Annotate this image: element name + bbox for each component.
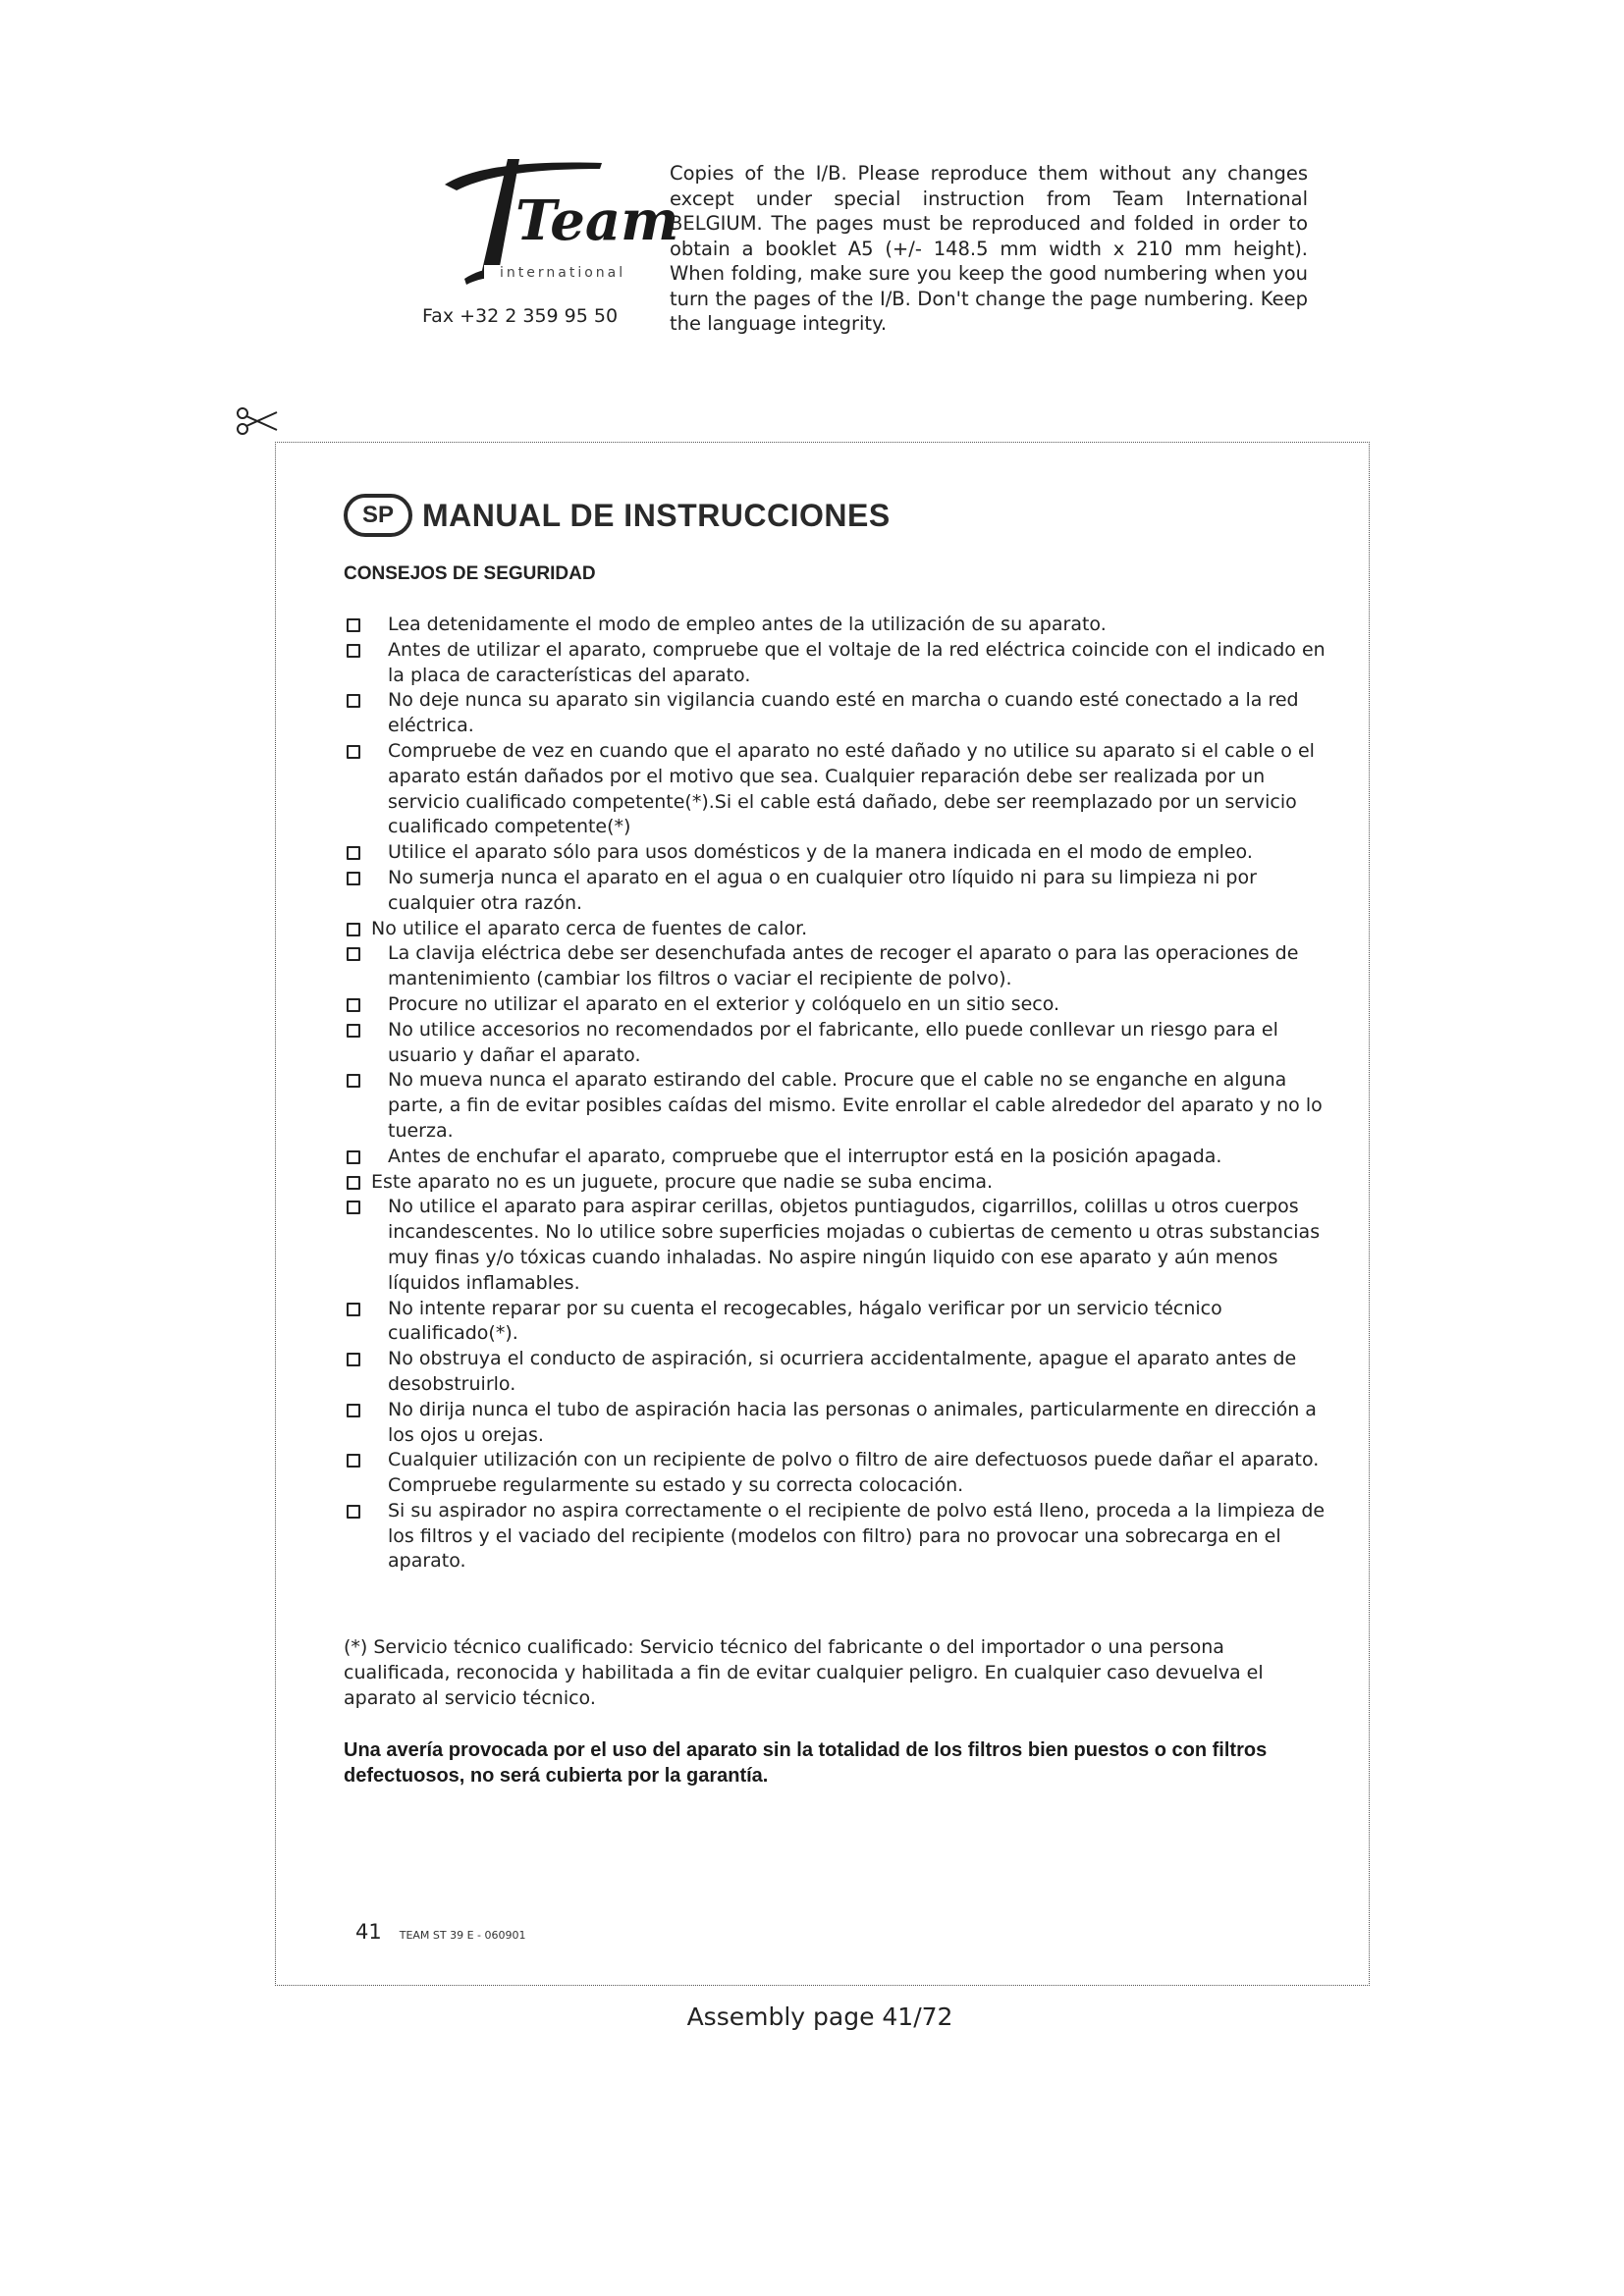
list-item — [344, 1195, 1335, 1296]
checkbox-bullet-icon — [347, 1024, 360, 1038]
list-item-text: No intente reparar por su cuenta el recogecables, hágalo verificar por un servicio técnico cualificado(*). — [388, 1297, 1222, 1345]
checkbox-bullet-icon — [347, 644, 360, 658]
fax-number: Fax +32 2 359 95 50 — [422, 305, 619, 327]
list-item — [344, 1068, 1335, 1144]
list-item — [344, 1398, 1335, 1449]
team-logo — [417, 157, 679, 304]
list-item-text: No obstruya el conducto de aspiración, si ocurriera accidentalmente, apague el aparato antes de desobstruirlo. — [388, 1348, 1297, 1395]
list-item-text: Utilice el aparato sólo para usos domésticos y de la manera indicada en el modo de empleo. — [388, 841, 1253, 864]
team-logo-graphic — [417, 157, 679, 304]
checkbox-bullet-icon — [347, 1303, 360, 1316]
list-item-text: Procure no utilizar el aparato en el exterior y colóquelo en un sitio seco. — [388, 992, 1060, 1015]
list-item — [344, 1499, 1335, 1575]
list-item — [344, 840, 1335, 866]
checkbox-bullet-icon — [347, 618, 360, 632]
checkbox-bullet-icon — [347, 872, 360, 885]
list-item-text: Lea detenidamente el modo de empleo antes de la utilización de su aparato. — [388, 614, 1107, 635]
service-footnote: (*) Servicio técnico cualificado: Servicio técnico del fabricante o del importador o una persona cualificada, reconocida y habilitada a fin de evitar cualquier peligro. En cualquier caso devuelva el aparato al servicio técnico. — [344, 1636, 1264, 1709]
checkbox-bullet-icon — [347, 947, 360, 961]
list-item — [344, 992, 1335, 1018]
list-item — [344, 613, 1335, 638]
checkbox-bullet-icon — [347, 1074, 360, 1088]
list-item-text: No dirija nunca el tubo de aspiración hacia las personas o animales, particularmente en dirección a los ojos u orejas. — [388, 1398, 1317, 1446]
list-item-text: No deje nunca su aparato sin vigilancia cuando esté en marcha o cuando esté conectado a la red eléctrica. — [388, 689, 1299, 737]
list-item-text: Compruebe de vez en cuando que el aparato no esté dañado y no utilice su aparato si el cable o el aparato están dañados por el motivo que sea. Cualquier reparación debe ser realizada por un servicio cualificado competente(*).Si el cable está dañado, debe ser reemplazado por un servicio cualificado competente(*) — [388, 739, 1315, 838]
manual-header — [344, 491, 891, 540]
safety-advice-list — [344, 613, 1335, 1575]
checkbox-bullet-icon — [347, 1505, 360, 1519]
list-item — [344, 917, 1335, 942]
list-item — [344, 1145, 1335, 1170]
list-item — [344, 1448, 1335, 1499]
list-item-text: Antes de utilizar el aparato, compruebe que el voltaje de la red eléctrica coincide con el indicado en la placa de características del aparato. — [388, 638, 1326, 686]
page-footer — [355, 1920, 526, 1944]
logo-subtext: international — [500, 265, 626, 281]
checkbox-bullet-icon — [347, 1176, 360, 1190]
checkbox-bullet-icon — [347, 846, 360, 860]
list-item — [344, 688, 1335, 739]
checkbox-bullet-icon — [347, 1353, 360, 1366]
page-number: 41 — [355, 1920, 382, 1944]
list-item-text: No sumerja nunca el aparato en el agua o en cualquier otro líquido ni para su limpieza ni por cualquier otra razón. — [388, 866, 1257, 914]
list-item — [344, 1347, 1335, 1398]
list-item-text: Cualquier utilización con un recipiente de polvo o filtro de aire defectuosos puede dañar el aparato. Compruebe regularmente su estado y su correcta colocación. — [388, 1449, 1320, 1497]
checkbox-bullet-icon — [347, 923, 360, 936]
list-item-text: Este aparato no es un juguete, procure que nadie se suba encima. — [371, 1170, 994, 1193]
document-code: TEAM ST 39 E - 060901 — [399, 1929, 526, 1942]
assembly-page-label — [0, 2002, 1624, 2031]
list-item-text: No mueva nunca el aparato estirando del cable. Procure que el cable no se enganche en alguna parte, a fin de evitar posibles caídas del mismo. Evite enrollar el cable alrededor del aparato y no lo tuerza. — [388, 1069, 1323, 1142]
checkbox-bullet-icon — [347, 1201, 360, 1214]
list-item — [344, 1018, 1335, 1069]
checkbox-bullet-icon — [347, 1454, 360, 1468]
list-item-text: No utilice el aparato cerca de fuentes de calor. — [371, 917, 808, 939]
warranty-notice: Una avería provocada por el uso del aparato sin la totalidad de los filtros bien puestos o con filtros defectuosos, no será cubierta por la garantía. — [344, 1739, 1268, 1787]
list-item-text: No utilice accesorios no recomendados por el fabricante, ello puede conllevar un riesgo para el usuario y dañar el aparato. — [388, 1018, 1278, 1066]
list-item — [344, 739, 1335, 840]
list-item-text: Si su aspirador no aspira correctamente o el recipiente de polvo está lleno, proceda a la limpieza de los filtros y el vaciado del recipiente (modelos con filtro) para no provocar una sobrecarga en el aparato. — [388, 1499, 1326, 1573]
list-item-text: Antes de enchufar el aparato, compruebe que el interruptor está en la posición apagada. — [388, 1145, 1222, 1167]
logo-text: Team — [515, 188, 679, 253]
list-item-text: No utilice el aparato para aspirar cerillas, objetos puntiagudos, cigarrillos, colillas u otros cuerpos incandescentes. No lo utilice sobre superficies mojadas o cubiertas de cemento u otras substancias muy finas y/o tóxicas cuando inhaladas. No aspire ningún liquido con ese aparato y aún menos líquidos inflamables. — [388, 1196, 1321, 1294]
checkbox-bullet-icon — [347, 745, 360, 759]
section-title: CONSEJOS DE SEGURIDAD — [344, 563, 596, 584]
list-item — [344, 1170, 1335, 1196]
list-item — [344, 866, 1335, 917]
checkbox-bullet-icon — [347, 998, 360, 1012]
checkbox-bullet-icon — [347, 694, 360, 708]
checkbox-bullet-icon — [347, 1150, 360, 1164]
scissors-icon — [236, 404, 279, 438]
copy-instructions: Copies of the I/B. Please reproduce them without any changes except under special instruction from Team International BELGIUM. The pages must be reproduced and folded in order to obtain a booklet A5 (+/- 148.5 mm width x 210 mm height). When folding, make sure you keep the good numbering when you turn the pages of the I/B. Don't change the page numbering. Keep the language integrity. — [670, 162, 1308, 335]
list-item — [344, 941, 1335, 992]
list-item-text: La clavija eléctrica debe ser desenchufada antes de recoger el aparato o para las operaciones de mantenimiento (cambiar los filtros o vaciar el recipiente de polvo). — [388, 942, 1299, 990]
assembly-page-text: Assembly page 41/72 — [686, 2002, 953, 2031]
list-item — [344, 638, 1335, 689]
list-item — [344, 1297, 1335, 1348]
manual-title: MANUAL DE INSTRUCCIONES — [422, 497, 891, 533]
language-badge: SP — [344, 494, 412, 537]
checkbox-bullet-icon — [347, 1404, 360, 1417]
